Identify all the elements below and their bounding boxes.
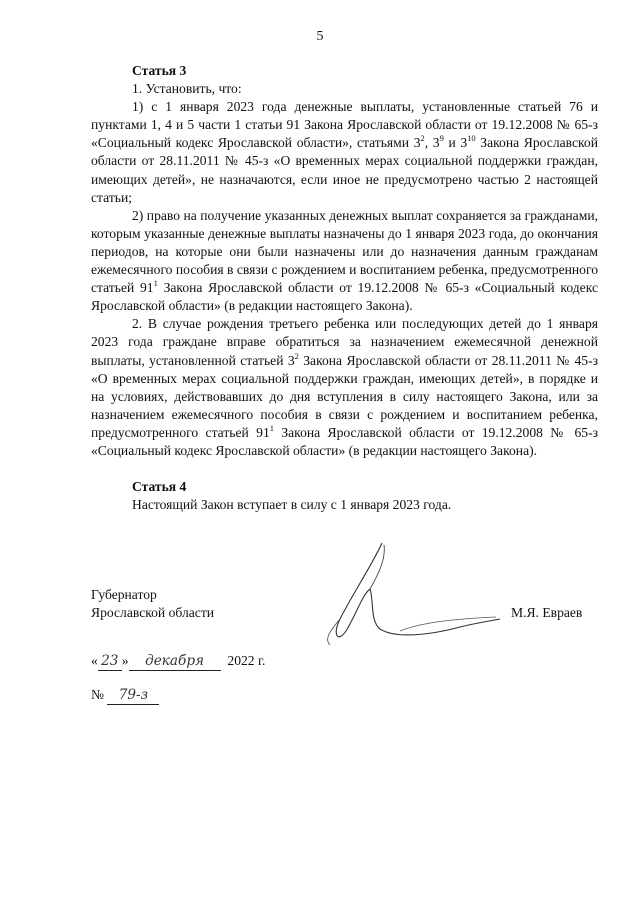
- law-number: 79-з: [107, 686, 159, 705]
- date-month: декабря: [129, 652, 221, 671]
- date-open-quote: «: [91, 653, 98, 668]
- date-day: 23: [98, 652, 122, 671]
- article-3-item-2: 2) право на получение указанных денежных выплат сохраняется за гражданами, которым указанные денежные выплаты назначены до 1 января 2023 года, до окончания периодов, на которые они были назначены или до назначения данным гражданам ежемесячного пособия в связи с рождением и воспитанием ребенка, предусмотренного статьей $91^1$ Закона Ярославской области от 19.12.2008 № 65-з «Социальный кодекс Ярославской области» (в редакции настоящего Закона).: [91, 207, 598, 314]
- date-year: 2022 г.: [227, 653, 266, 668]
- date-close-quote: »: [121, 653, 129, 668]
- handwritten-signature: [300, 535, 510, 655]
- article-3-intro: 1. Установить, что:: [132, 81, 242, 97]
- article-4-heading: Статья 4: [132, 479, 187, 495]
- number-label: №: [91, 687, 104, 702]
- signer-title: Губернатор Ярославской области: [91, 587, 215, 620]
- page-number: 5: [316, 29, 324, 44]
- law-number-line: [91, 686, 159, 705]
- article-3-item-1: 1) с 1 января 2023 года денежные выплаты, установленные статьей 76 и пунктами 1, 4 и 5 части 1 статьи 91 Закона Ярославской области от 19.12.2008 № 65-з «Социальный кодекс Ярославской области», статьями $3^2$, $3^9$ и $3^{10}$ Закона Ярославской области от 28.11.2011 № 45-з «О временных мерах социальной поддержки граждан, имеющих детей», не назначаются, если иное не предусмотрено частью 2 настоящей статьи;: [91, 99, 599, 205]
- article-4-text: Настоящий Закон вступает в силу с 1 января 2023 года.: [132, 497, 452, 513]
- signer-name: М.Я. Евраев: [511, 605, 583, 620]
- date-line: [91, 652, 265, 671]
- article-3-heading: Статья 3: [132, 63, 187, 78]
- article-3-paragraph-2: 2. В случае рождения третьего ребенка или последующих детей до 1 января 2023 года граждане вправе обратиться за назначением ежемесячной денежной выплаты, установленной статьей $3^2$ Закона Ярославской области от 28.11.2011 № 45-з «О временных мерах социальной поддержки граждан, имеющих детей», в порядке и на условиях, действовавших до дня вступления в силу настоящего Закона, или за назначением ежемесячного пособия в связи с рождением и воспитанием ребенка, предусмотренного статьей $91^1$ Закона Ярославской области от 19.12.2008 № 65-з «Социальный кодекс Ярославской области» (в редакции настоящего Закона).: [91, 316, 599, 458]
- document-body: [91, 62, 598, 514]
